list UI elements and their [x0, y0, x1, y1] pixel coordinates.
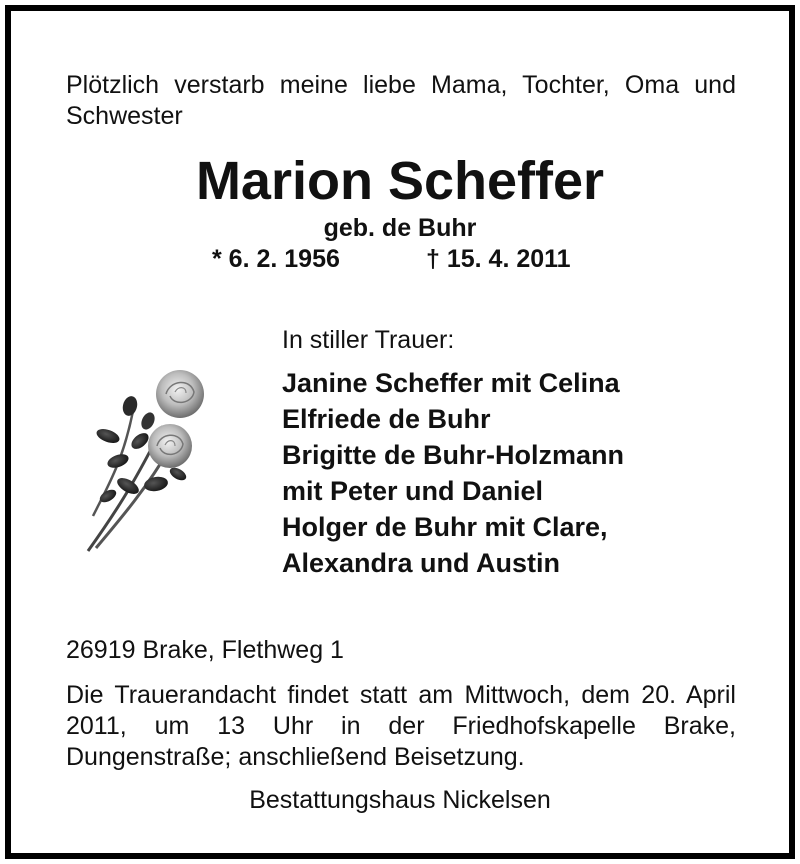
list-item: Alexandra und Austin	[282, 548, 561, 578]
address: 26919 Brake, Flethweg 1	[66, 636, 344, 664]
mourners-list	[282, 365, 624, 581]
service-info: Die Trauerandacht findet statt am Mittwoch, dem 20. April 2011, um 13 Uhr in der Friedhofskapelle Brake, Dungenstraße; anschließend Beisetzung.	[66, 681, 736, 771]
list-item: mit Peter und Daniel	[282, 476, 544, 506]
death-date: † 15. 4. 2011	[426, 245, 571, 273]
list-item: Brigitte de Buhr-Holzmann	[282, 440, 624, 470]
maiden-name: geb. de Buhr	[323, 214, 477, 242]
roses-icon	[78, 366, 228, 566]
funeral-home: Bestattungshaus Nickelsen	[249, 786, 551, 814]
birth-date: * 6. 2. 1956	[212, 245, 340, 273]
intro-text: Plötzlich verstarb meine liebe Mama, Tochter, Oma und Schwester	[66, 71, 736, 130]
list-item: Janine Scheffer mit Celina	[282, 368, 620, 398]
mourning-label: In stiller Trauer:	[282, 326, 455, 354]
deceased-name: Marion Scheffer	[195, 151, 605, 211]
list-item: Elfriede de Buhr	[282, 404, 491, 434]
list-item: Holger de Buhr mit Clare,	[282, 512, 608, 542]
